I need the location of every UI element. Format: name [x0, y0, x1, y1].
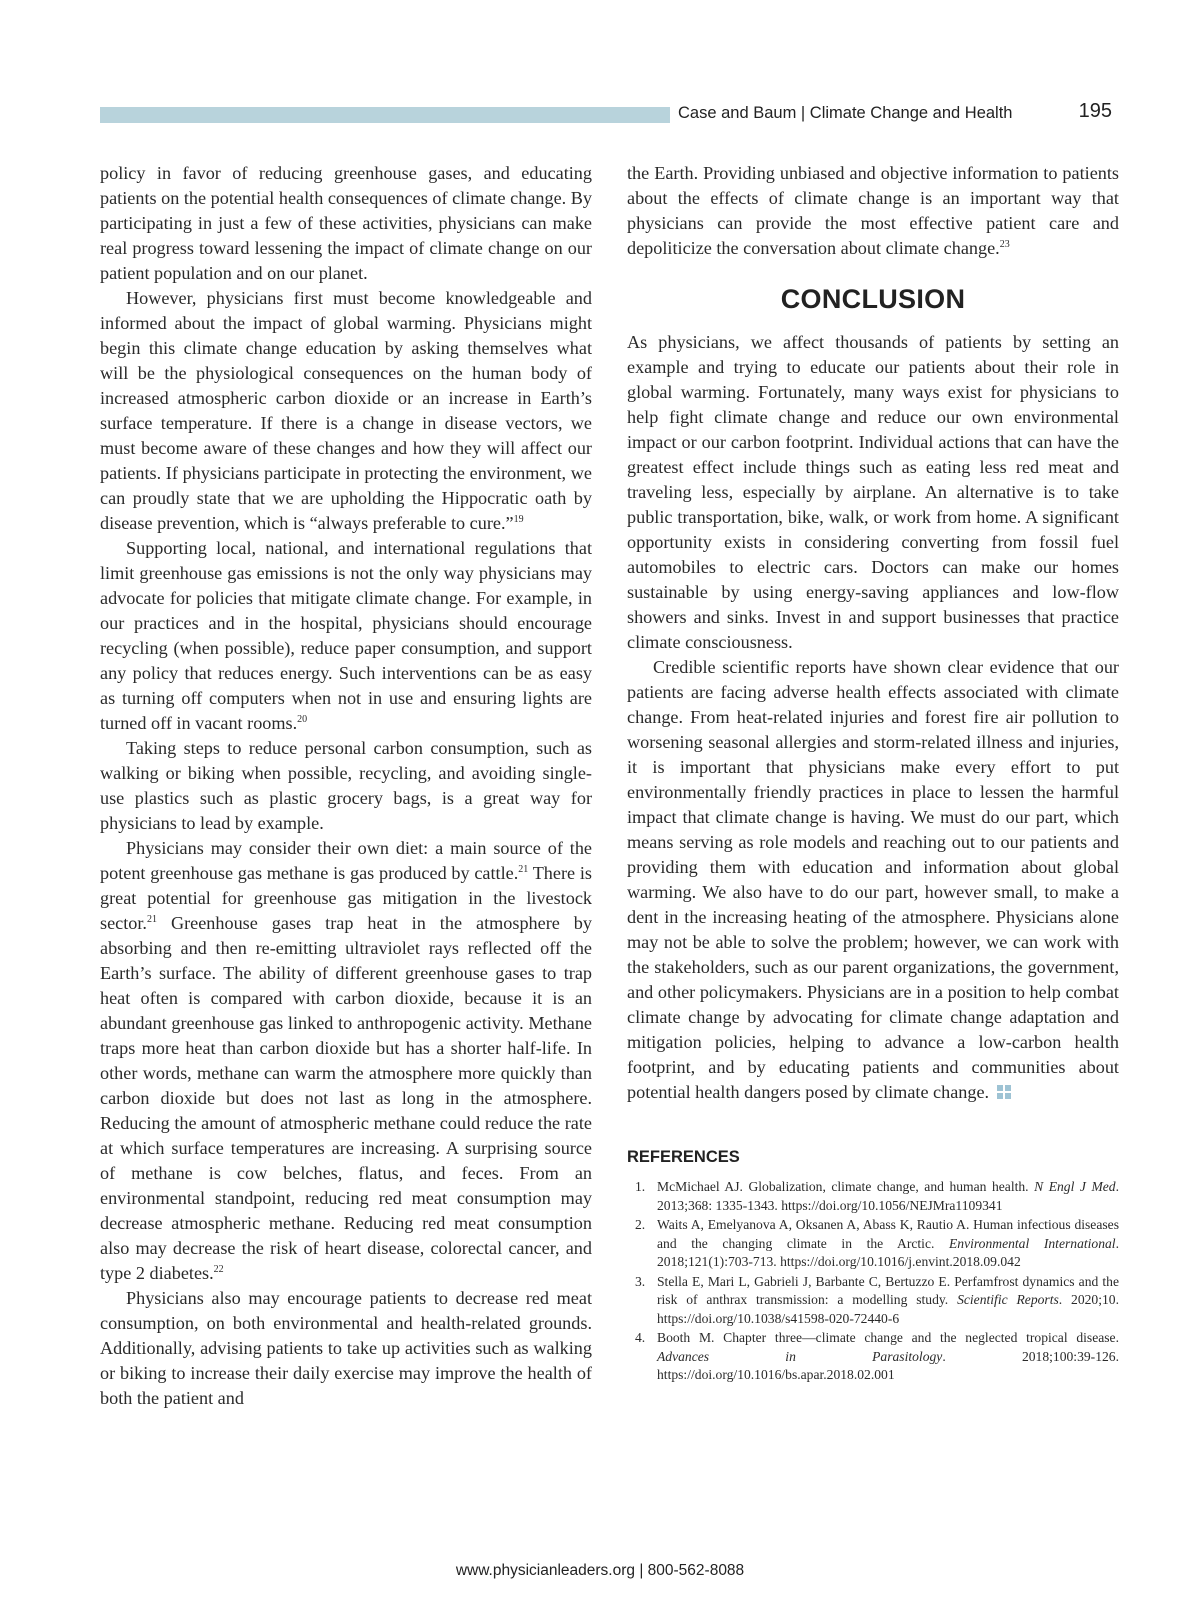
running-title: Case and Baum | Climate Change and Health [678, 104, 1013, 122]
paragraph: However, physicians first must become knowledgeable and informed about the impact of global warming. Physicians might begin this climate change education by asking themselves what will be the physiological consequences on the human body of increased atmospheric carbon dioxide or an increase in Earth’s surface temperature. If there is a change in disease vectors, we must become aware of these changes and how they will affect our patients. If physicians participate in protecting the environment, we can proudly state that we are upholding the Hippocratic oath by disease prevention, which is “always preferable to cure.”$^{19}$ [100, 288, 592, 533]
conclusion-heading: CONCLUSION [780, 284, 966, 314]
citation: 23 [999, 238, 1010, 250]
reference-item: 1. McMichael AJ. Globalization, climate change, and human health. N Engl J Med. 2013;368: 1335-1343. https://doi.org/10.1056/NEJMra1109341 [635, 1179, 1120, 1213]
references-heading: REFERENCES [627, 1148, 740, 1166]
paragraph: policy in favor of reducing greenhouse gases, and educating patients on the potential health consequences of climate change. By participating in just a few of these activities, physicians can make real progress toward lessening the impact of climate change on our patient population and on our planet. [100, 163, 592, 283]
reference-item: 2. Waits A, Emelyanova A, Oksanen A, Abass K, Rautio A. Human infectious diseases and the changing climate in the Arctic. Environmental International. 2018;121(1):703-713. https://doi.org/10.1016/j.envint.2018.09.042 [635, 1217, 1119, 1269]
footer-contact: www.physicianleaders.org | 800-562-8088 [455, 1562, 745, 1579]
reference-number: 3. [635, 1273, 646, 1289]
paragraph: As physicians, we affect thousands of patients by setting an example and trying to educate our patients about their role in global warming. Fortunately, many ways exist for physicians to help fight climate change and reduce our own environmental impact or our carbon footprint. Individual actions that can have the greatest effect include things such as eating less red meat and traveling less, especially by airplane. An alternative is to take public transportation, bike, walk, or work from home. A significant opportunity exists in considering converting from fossil fuel automobiles to electric cars. Doctors can make our homes sustainable by using energy-saving appliances and low-flow showers and sinks. Invest in and support businesses that practice climate consciousness. [627, 332, 1119, 652]
citation: 21 [518, 863, 529, 875]
journal-title: N Engl J Med [1034, 1179, 1116, 1194]
left-column [100, 161, 592, 1411]
paragraph: Supporting local, national, and international regulations that limit greenhouse gas emissions is not the only way physicians may advocate for policies that mitigate climate change. For example, in our practices and in the hospital, physicians should encourage recycling (when possible), reduce paper consumption, and support any policy that reduces energy. Such interventions can be as easy as turning off computers when not in use and ensuring lights are turned off in vacant rooms.$^{20}$ [100, 538, 592, 733]
journal-title: Environmental International [948, 1235, 1116, 1251]
reference-number: 1. [635, 1179, 646, 1194]
reference-item: 4. Booth M. Chapter three—climate change and the neglected tropical disease. Advances in Parasitology. 2018;100:39-126. https://doi.org/10.1016/bs.apar.2018.02.001 [635, 1330, 1119, 1382]
citation: 22 [213, 1263, 224, 1275]
citation: 19 [513, 513, 524, 525]
paragraph: Taking steps to reduce personal carbon consumption, such as walking or biking when possible, recycling, and avoiding single-use plastics such as plastic grocery bags, is a great way for physicians to lead by example. [100, 738, 592, 833]
reference-item: 3. Stella E, Mari L, Gabrieli J, Barbante C, Bertuzzo E. Perfamfrost dynamics and the risk of anthrax transmission: a modelling study. Scientific Reports. 2020;10. https://doi.org/10.1038/s41598-020-72440-6 [635, 1273, 1119, 1326]
end-of-article-icon [997, 1085, 1011, 1099]
citation: 21 [146, 913, 157, 925]
citation: 20 [297, 713, 308, 725]
paragraph: Physicians also may encourage patients to decrease red meat consumption, on both environmental and health-related grounds. Additionally, advising patients to take up activities such as walking or biking to increase their daily exercise may improve the health of both the patient and [100, 1288, 592, 1408]
journal-title: Advances in Parasitology [657, 1348, 943, 1364]
right-column [627, 161, 1119, 1386]
header-accent-bar [100, 107, 670, 123]
reference-number: 4. [635, 1330, 646, 1345]
journal-title: Scientific Reports [957, 1292, 1059, 1307]
reference-number: 2. [635, 1217, 646, 1232]
page-number: 195 [1078, 100, 1112, 122]
paragraph: the Earth. Providing unbiased and objective information to patients about the effects of climate change is an important way that physicians can provide the most effective patient care and depoliticize the conversation about climate change.$^{23}$ [627, 163, 1119, 258]
paragraph: Physicians may consider their own diet: a main source of the potent greenhouse gas methane is gas produced by cattle.$^{21}$ There is great potential for greenhouse gas mitigation in the livestock sector.$^{21}$ Greenhouse gases trap heat in the atmosphere by absorbing and then re-emitting ultraviolet rays reflected off the Earth’s surface. The ability of different greenhouse gases to trap heat often is compared with carbon dioxide, because it is an abundant greenhouse gas linked to anthropogenic activity. Methane traps more heat than carbon dioxide but has a shorter half-life. In other words, methane can warm the atmosphere more quickly than carbon dioxide but does not last as long in the atmosphere. Reducing the amount of atmospheric methane could reduce the rate at which surface temperatures are increasing. A surprising source of methane is cow belches, flatus, and feces. From an environmental standpoint, reducing red meat consumption may decrease atmospheric methane. Reducing red meat consumption also may decrease the risk of heart disease, colorectal cancer, and type 2 diabetes.$^{22}$ [100, 838, 592, 1283]
paragraph: Credible scientific reports have shown clear evidence that our patients are facing adverse health effects associated with climate change. From heat-related injuries and forest fire air pollution to worsening seasonal allergies and storm-related illness and injuries, it is important that physicians make every effort to put environmentally friendly practices in place to lessen the harmful impact that climate change is having. We must do our part, which means serving as role models and reaching out to our patients and providing them with education and information about global warming. We also have to do our part, however small, to make a dent in the increasing heating of the atmosphere. Physicians alone may not be able to solve the problem; however, we can work with the stakeholders, such as our parent organizations, the government, and other policymakers. Physicians are in a position to help combat climate change by advocating for climate change adaptation and mitigation policies, helping to advance a low-carbon health footprint, and by educating patients and communities about potential health dangers posed by climate change. [627, 657, 1119, 1102]
reference-list [627, 1178, 1119, 1385]
